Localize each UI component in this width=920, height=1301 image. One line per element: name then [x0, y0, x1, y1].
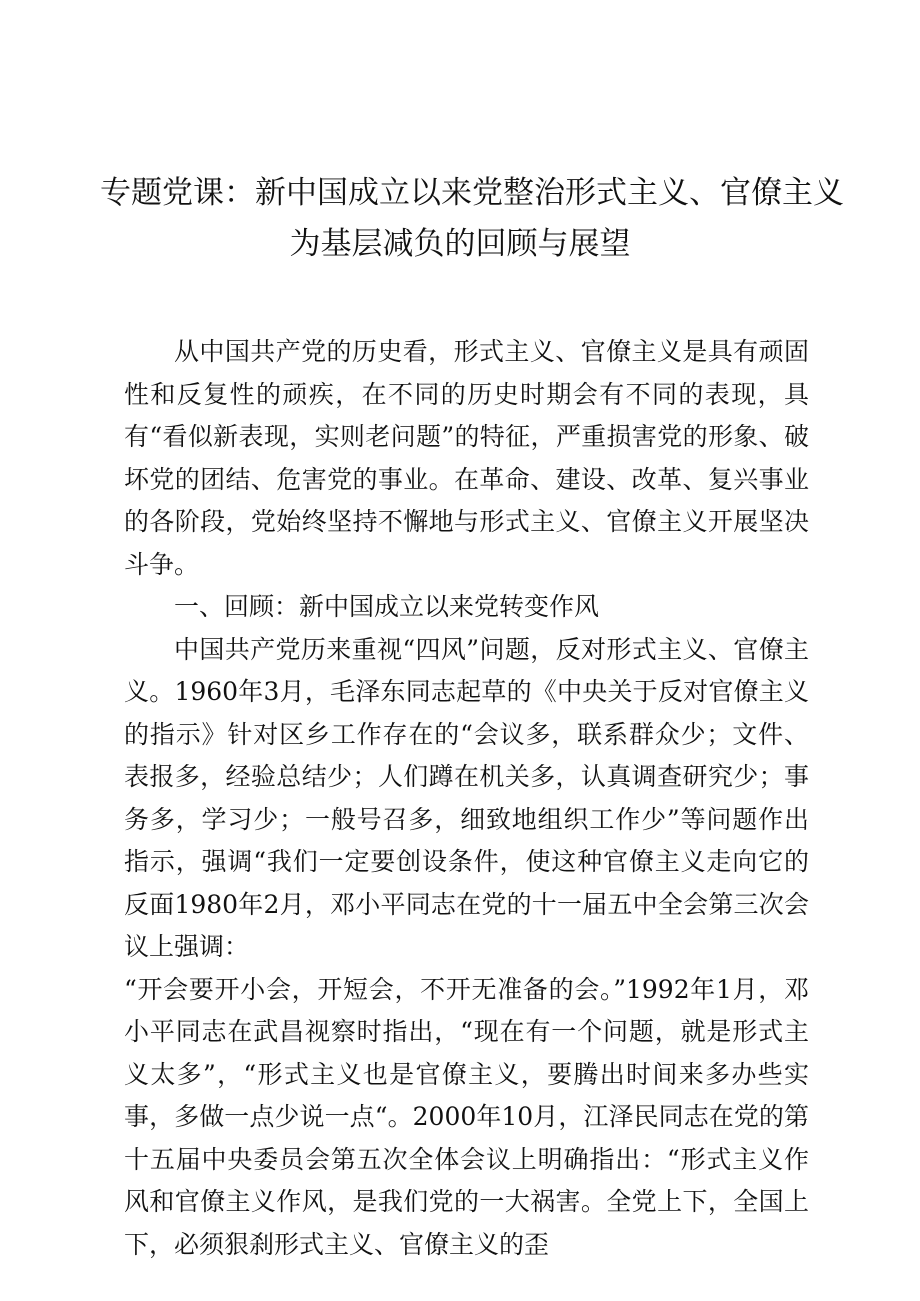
- section-heading-1: 一、回顾：新中国成立以来党转变作风: [174, 592, 600, 621]
- document-title: [100, 168, 844, 270]
- title-line-2: 为基层减负的回顾与展望: [289, 226, 631, 262]
- paragraph-quotes: “开会要开小会，开短会，不开无准备的会。”1992年1月，邓小平同志在武昌视察时指出，“现在有一个问题，就是形式主义太多”，“形式主义也是官僚主义，要腾出时间来多办些实事，多做一点少说一点“。2000年10月，江泽民同志在党的第十五届中央委员会第五次全体会议上明确指出：“形式主义作风和官僚主义作风，是我们党的一大祸害。全党上下，全国上下，必须狠刹形式主义、官僚主义的歪: [124, 974, 809, 1259]
- document-body: [124, 331, 809, 1266]
- title-line-1: 专题党课：新中国成立以来党整治形式主义、官僚主义: [100, 175, 844, 211]
- paragraph-intro: 从中国共产党的历史看，形式主义、官僚主义是具有顽固性和反复性的顽疾，在不同的历史时期会有不同的表现，具有“看似新表现，实则老问题”的特征，严重损害党的形象、破坏党的团结、危害党的事业。在革命、建设、改革、复兴事业的各阶段，党始终坚持不懈地与形式主义、官僚主义开展坚决斗争。: [124, 337, 809, 579]
- paragraph-history: 中国共产党历来重视“四风”问题，反对形式主义、官僚主义。1960年3月，毛泽东同志起草的《中央关于反对官僚主义的指示》针对区乡工作存在的“会议多，联系群众少；文件、表报多，经验总结少；人们蹲在机关多，认真调查研究少；事务多，学习少；一般号召多，细致地组织工作少”等问题作出指示，强调“我们一定要创设条件，使这种官僚主义走向它的反面1980年2月，邓小平同志在党的十一届五中全会第三次会议上强调：: [124, 634, 809, 961]
